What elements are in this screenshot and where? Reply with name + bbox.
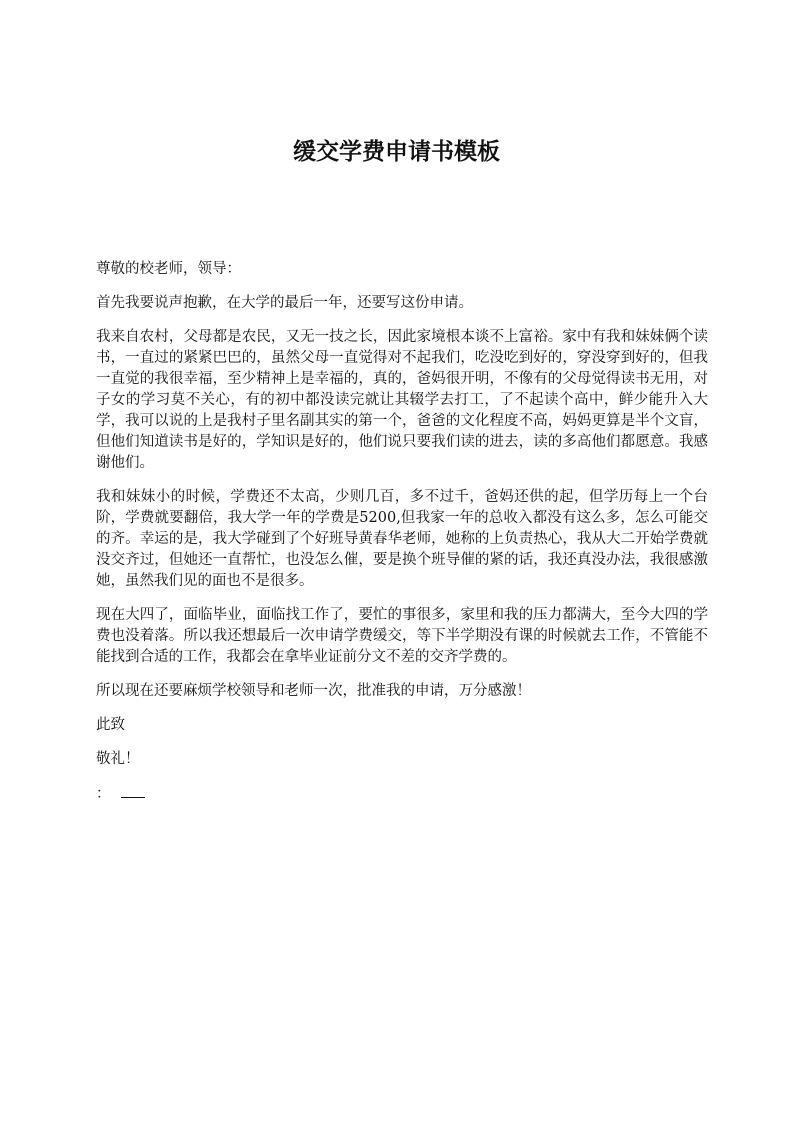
closing-ci-zhi: 此致 bbox=[96, 717, 125, 733]
document-body bbox=[96, 259, 708, 818]
paragraph-current-situation: 现在大四了，面临毕业，面临找工作了，要忙的事很多，家里和我的压力都满大，至今大四的学费也没着落。所以我还想最后一次申请学费缓交，等下半学期没有课的时候就去工作，不管能不能找到合适的工作，我都会在拿毕业证前分文不差的交齐学费的。 bbox=[96, 607, 708, 665]
signature-blank bbox=[121, 783, 145, 798]
signature-line bbox=[96, 783, 708, 805]
paragraph-request: 所以现在还要麻烦学校领导和老师一次，批准我的申请，万分感激！ bbox=[96, 683, 531, 699]
salutation: 尊敬的校老师，领导： bbox=[96, 261, 241, 277]
paragraph-apology: 首先我要说声抱歉，在大学的最后一年，还要写这份申请。 bbox=[96, 295, 473, 311]
document-title: 缓交学费申请书模板 bbox=[293, 139, 500, 165]
paragraph-family-background: 我来自农村，父母都是农民，又无一技之长，因此家境根本谈不上富裕。家中有我和妹妹俩个读书，一直过的紧紧巴巴的，虽然父母一直觉得对不起我们，吃没吃到好的，穿没穿到好的，但我一直觉的我很幸福，至少精神上是幸福的，真的，爸妈很开明，不像有的父母觉得读书无用，对子女的学习莫不关心，有的初中都没读完就让其辍学去打工，了不起读个高中，鲜少能升入大学，我可以说的上是我村子里名副其实的第一个，爸爸的文化程度不高，妈妈更算是半个文盲，但他们知道读书是好的，学知识是好的，他们说只要我们读的进去，读的多高他们都愿意。我感谢他们。 bbox=[96, 329, 708, 471]
signature-prefix: ： bbox=[96, 786, 111, 802]
closing-jing-li: 敬礼！ bbox=[96, 751, 140, 767]
paragraph-tuition-history: 我和妹妹小的时候，学费还不太高，少则几百，多不过千，爸妈还供的起，但学历每上一个台阶，学费就要翻倍，我大学一年的学费是5200,但我家一年的总收入都没有这么多，怎么可能交的齐。幸运的是，我大学碰到了个好班导黄春华老师，她称的上负责热心，我从大二开始学费就没交齐过，但她还一直帮忙，也没怎么催，要是换个班导催的紧的话，我还真没办法，我很感激她，虽然我们见的面也不是很多。 bbox=[96, 489, 708, 589]
